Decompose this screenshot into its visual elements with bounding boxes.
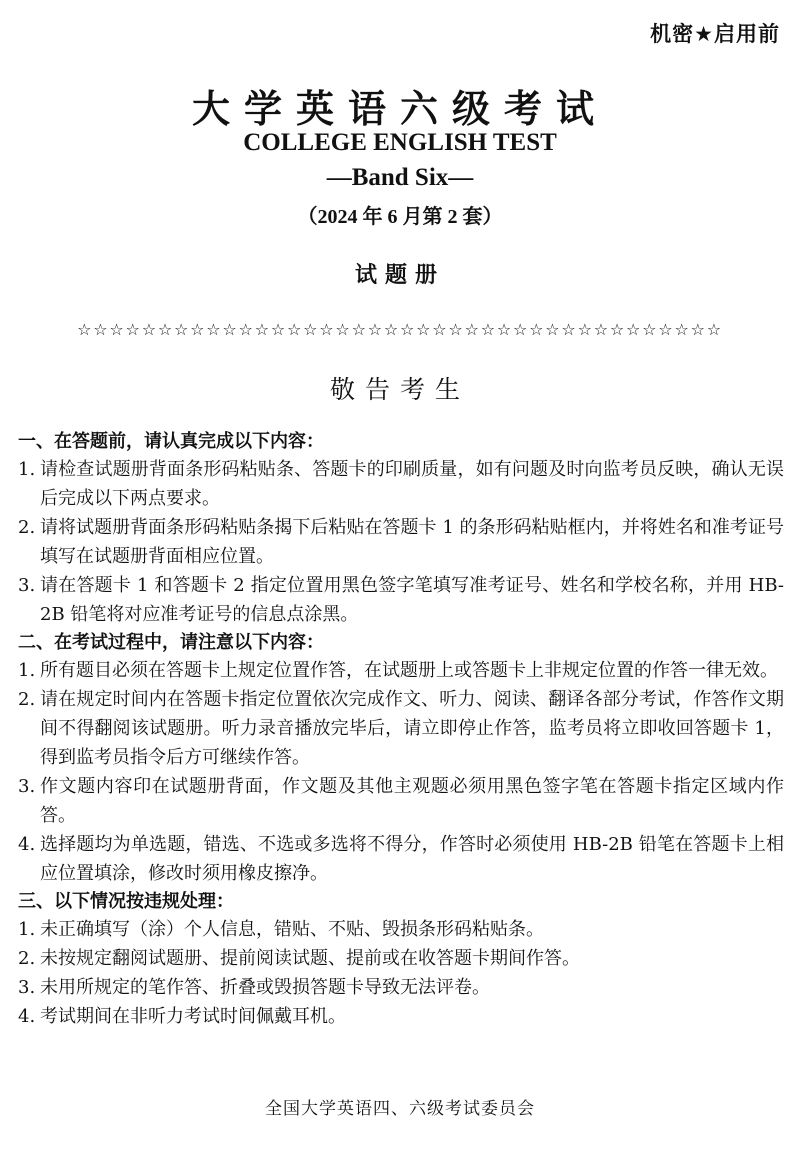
item-number: 3. — [18, 977, 36, 998]
item-number: 1. — [18, 660, 36, 681]
item-number: 4. — [18, 1006, 36, 1027]
committee-footer: 全国大学英语四、六级考试委员会 — [265, 1099, 535, 1119]
item-text: 请在规定时间内在答题卡指定位置依次完成作文、听力、阅读、翻译各部分考试，作答作文期间不得翻阅该试题册。听力录音播放完毕后，请立即停止作答，监考员将立即收回答题卡 1，得到监考员指令后方可继续作答。 — [40, 689, 784, 768]
item-number: 2. — [18, 948, 36, 969]
item-number: 2. — [18, 517, 36, 538]
item-number: 1. — [18, 459, 36, 480]
item-number: 4. — [18, 834, 36, 855]
item-number: 3. — [18, 776, 36, 797]
confidential-label: 机密★启用前 — [650, 22, 780, 46]
item-text: 考试期间在非听力考试时间佩戴耳机。 — [40, 1006, 346, 1027]
item-number: 3. — [18, 575, 36, 596]
session-label: （2024 年 6 月第 2 套） — [297, 206, 503, 228]
item-text: 请检查试题册背面条形码粘贴条、答题卡的印刷质量，如有问题及时向监考员反映，确认无误后完成以下两点要求。 — [40, 459, 784, 509]
item-text: 未按规定翻阅试题册、提前阅读试题、提前或在收答题卡期间作答。 — [40, 948, 580, 969]
section-heading: 三、以下情况按违规处理： — [18, 891, 234, 912]
exam-title-english: COLLEGE ENGLISH TEST — [243, 129, 557, 156]
instructions — [18, 428, 784, 1031]
section-heading: 二、在考试过程中，请注意以下内容： — [18, 632, 324, 653]
list-item — [18, 915, 784, 944]
notice-title: 敬告考生 — [329, 375, 470, 404]
star-divider: ☆☆☆☆☆☆☆☆☆☆☆☆☆☆☆☆☆☆☆☆☆☆☆☆☆☆☆☆☆☆☆☆☆☆☆☆☆☆☆☆ — [77, 320, 723, 339]
list-item — [18, 1002, 784, 1031]
item-text: 未正确填写（涂）个人信息，错贴、不贴、毁损条形码粘贴条。 — [40, 919, 544, 940]
list-item — [18, 973, 784, 1002]
list-item — [18, 944, 784, 973]
list-item — [18, 571, 784, 629]
item-text: 请在答题卡 1 和答题卡 2 指定位置用黑色签字笔填写准考证号、姓名和学校名称，并用 HB-2B 铅笔将对应准考证号的信息点涂黑。 — [40, 575, 784, 625]
item-text: 作文题内容印在试题册背面，作文题及其他主观题必须用黑色签字笔在答题卡指定区域内作答。 — [40, 776, 784, 826]
section-heading: 一、在答题前，请认真完成以下内容： — [18, 431, 324, 452]
item-text: 未用所规定的笔作答、折叠或毁损答题卡导致无法评卷。 — [40, 977, 490, 998]
item-text: 请将试题册背面条形码粘贴条揭下后粘贴在答题卡 1 的条形码粘贴框内，并将姓名和准考证号填写在试题册背面相应位置。 — [40, 517, 784, 567]
list-item — [18, 455, 784, 513]
item-number: 1. — [18, 919, 36, 940]
list-item — [18, 656, 784, 685]
list-item — [18, 513, 784, 571]
item-text: 选择题均为单选题，错选、不选或多选将不得分，作答时必须使用 HB-2B 铅笔在答题卡上相应位置填涂，修改时须用橡皮擦净。 — [40, 834, 784, 884]
item-number: 2. — [18, 689, 36, 710]
exam-title-chinese: 大学英语六级考试 — [191, 87, 608, 131]
item-text: 所有题目必须在答题卡上规定位置作答，在试题册上或答题卡上非规定位置的作答一律无效。 — [40, 660, 778, 681]
list-item — [18, 830, 784, 888]
band-label: —Band Six— — [326, 164, 474, 191]
list-item — [18, 685, 784, 772]
list-item — [18, 772, 784, 830]
booklet-label: 试题册 — [354, 263, 445, 288]
